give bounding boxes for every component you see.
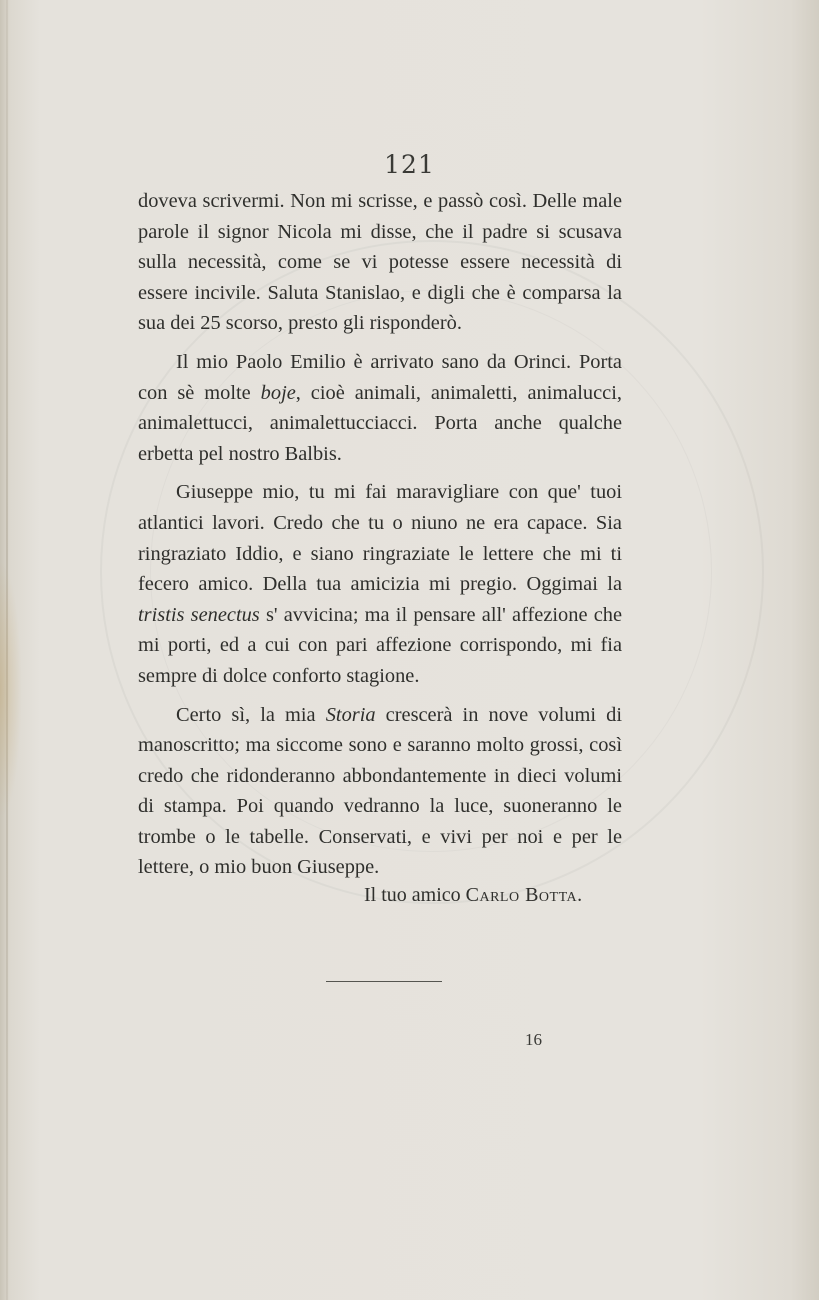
author-name: Carlo Botta.: [465, 884, 583, 906]
closing-prefix: Il tuo amico: [364, 884, 461, 906]
italic-phrase: boje: [260, 381, 296, 404]
text-run: Certo sì, la mia: [176, 703, 326, 726]
italic-phrase: tristis senectus: [138, 603, 260, 626]
end-rule: [326, 981, 442, 982]
paragraph-4: [138, 700, 622, 884]
text-run: doveva scrivermi. Non mi scrisse, e passò così. Delle male parole il signor Nicola mi disse, che il padre si scusava sulla necessità, come se vi potesse essere necessità di essere incivile. Saluta Stanislao, e digli che è comparsa la sua dei 25 scorso, presto gli risponderò.: [138, 190, 622, 335]
paragraph-1: [138, 186, 622, 339]
text-run: s' avvicina; ma il pensare all' affezione che mi porti, ed a cui con pari affezione corrispondo, mi fia sempre di dolce conforto stagione.: [138, 603, 622, 687]
closing-signature: [364, 884, 583, 907]
text-run: , cioè animali, animaletti, animalucci, animalettucci, animalettucciacci. Porta anche qualche erbetta pel nostro Balbis.: [138, 381, 622, 465]
signature-mark: 16: [525, 1030, 542, 1049]
text-run: Il mio Paolo Emilio è arrivato sano da Orinci. Porta con sè molte: [138, 350, 622, 404]
paper-stain: [0, 560, 22, 820]
text-run: crescerà in nove volumi di manoscritto; ma siccome sono e saranno molto grossi, così credo che ridonderanno abbondantemente in dieci volumi di stampa. Poi quando vedranno la luce, suoneranno le trombe o le tabelle. Conservati, e vivi per noi e per le lettere, o mio buon Giuseppe.: [138, 703, 623, 879]
letter-body: [138, 186, 622, 891]
italic-phrase: Storia: [325, 703, 376, 726]
text-run: Giuseppe mio, tu mi fai maravigliare con que' tuoi atlantici lavori. Credo che tu o niuno ne era capace. Sia ringraziato Iddio, e siano ringraziate le lettere che mi ti fecero amico. Della tua amicizia mi pregio. Oggimai la: [138, 481, 622, 596]
page-number: 121: [384, 150, 435, 179]
paragraph-3: [138, 477, 622, 691]
paragraph-2: [138, 347, 622, 469]
